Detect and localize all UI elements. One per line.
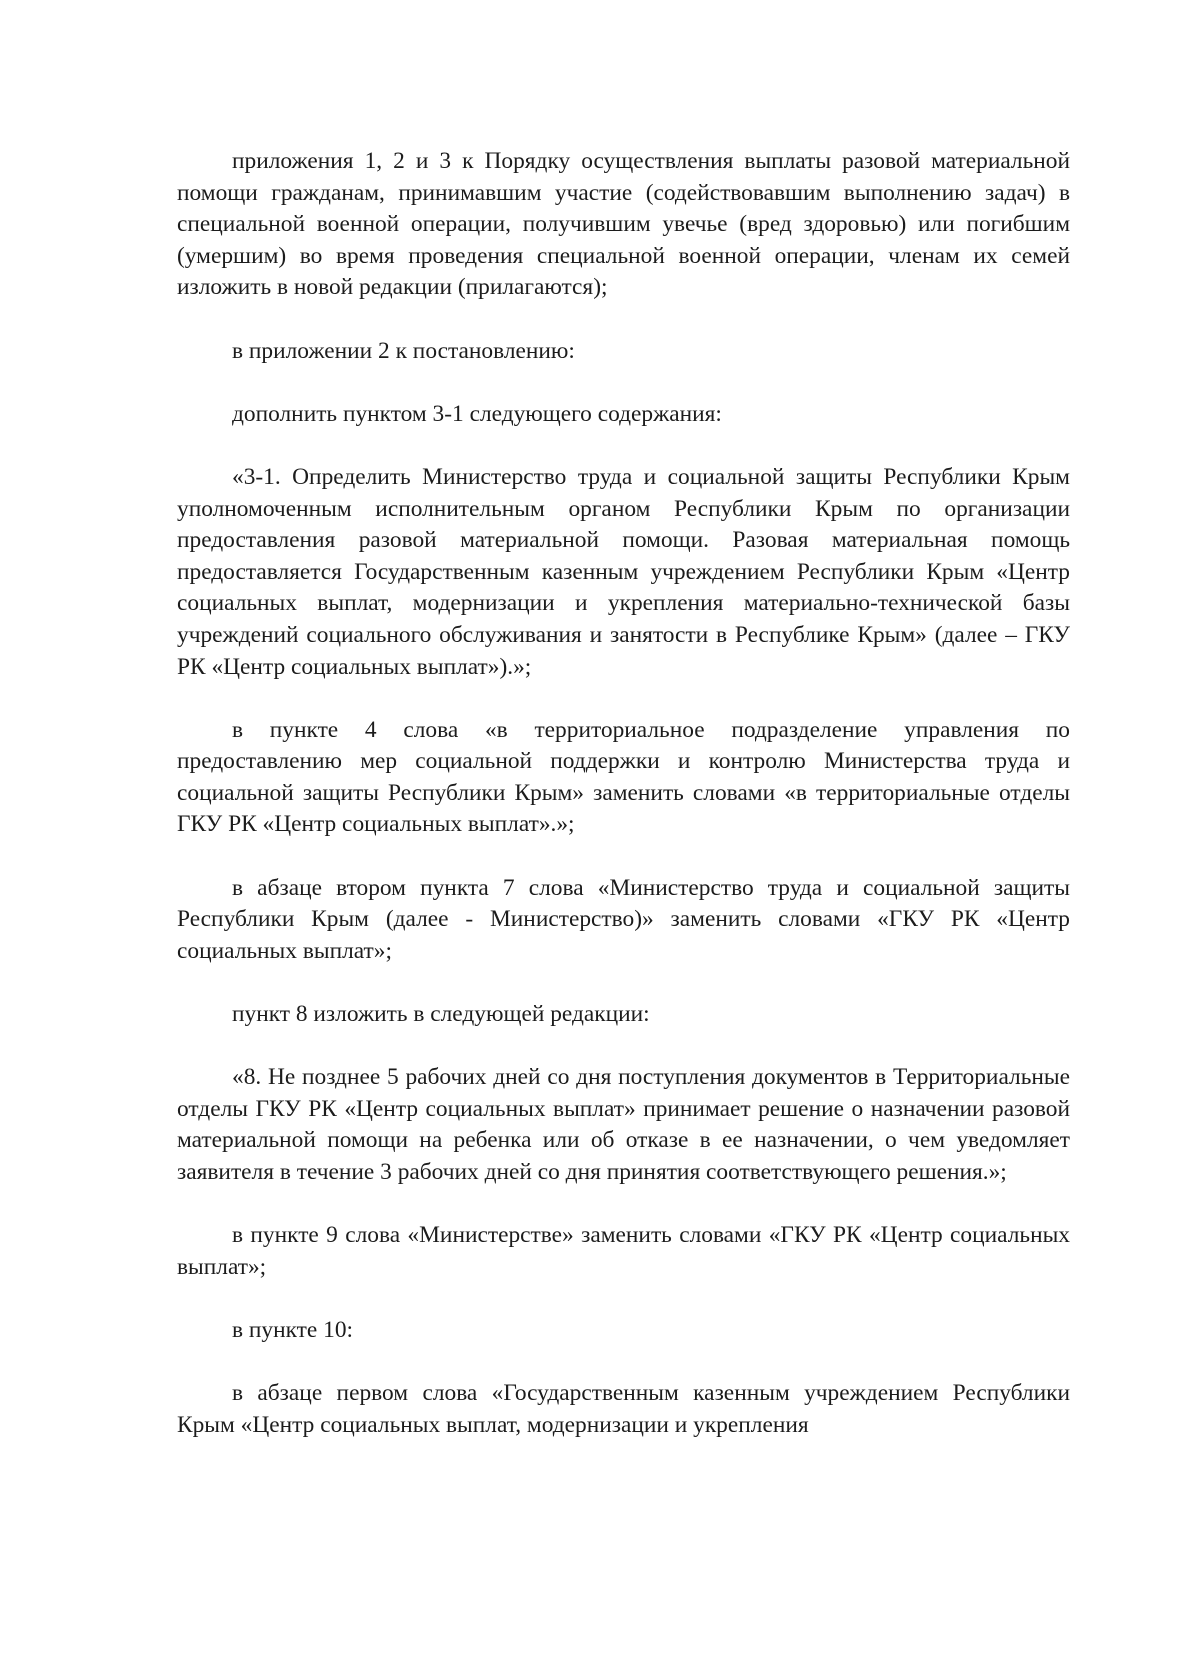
paragraph-item-10-first-abzac: в абзаце первом слова «Государственным казенным учреждением Республики Крым «Центр социальных выплат, модернизации и укрепления bbox=[177, 1380, 1070, 1438]
paragraph-appendix-2: в приложении 2 к постановлению: bbox=[232, 337, 575, 364]
paragraph-add-item-3-1: дополнить пунктом 3-1 следующего содержания: bbox=[232, 400, 722, 427]
paragraph-item-8-text: «8. Не позднее 5 рабочих дней со дня поступления документов в Территориальные отделы ГКУ РК «Центр социальных выплат» принимает решение о назначении разовой материальной помощи на ребенка или об отказе в ее назначении, о чем уведомляет заявителя в течение 3 рабочих дней со дня принятия соответствующего решения.»; bbox=[177, 1064, 1070, 1185]
document-body bbox=[177, 146, 1070, 1441]
paragraph-appendices-new-edition: приложения 1, 2 и 3 к Порядку осуществления выплаты разовой материальной помощи гражданам, принимавшим участие (содействовавшим выполнению задач) в специальной военной операции, получившим увечье (вред здоровью) или погибшим (умершим) во время проведения специальной военной операции, членам их семей изложить в новой редакции (прилагаются); bbox=[177, 148, 1070, 301]
paragraph-item-4-change: в пункте 4 слова «в территориальное подразделение управления по предоставлению мер социальной поддержки и контролю Министерства труда и социальной защиты Республики Крым» заменить словами «в территориальные отделы ГКУ РК «Центр социальных выплат».»; bbox=[177, 716, 1070, 838]
paragraph-item-10: в пункте 10: bbox=[232, 1316, 354, 1343]
paragraph-item-8-new-edition: пункт 8 изложить в следующей редакции: bbox=[232, 1001, 650, 1028]
paragraph-item-7-change: в абзаце втором пункта 7 слова «Министерство труда и социальной защиты Республики Крым (далее - Министерство)» заменить словами «ГКУ РК «Центр социальных выплат»; bbox=[177, 874, 1070, 964]
paragraph-item-3-1-text: «3-1. Определить Министерство труда и социальной защиты Республики Крым уполномоченным исполнительным органом Республики Крым по организации предоставления разовой материальной помощи. Разовая материальная помощь предоставляется Государственным казенным учреждением Республики Крым «Центр социальных выплат, модернизации и укрепления материально-технической базы учреждений социального обслуживания и занятости в Республике Крым» (далее – ГКУ РК «Центр социальных выплат»).»; bbox=[177, 463, 1070, 680]
paragraph-item-9-change: в пункте 9 слова «Министерстве» заменить словами «ГКУ РК «Центр социальных выплат»; bbox=[177, 1222, 1070, 1280]
